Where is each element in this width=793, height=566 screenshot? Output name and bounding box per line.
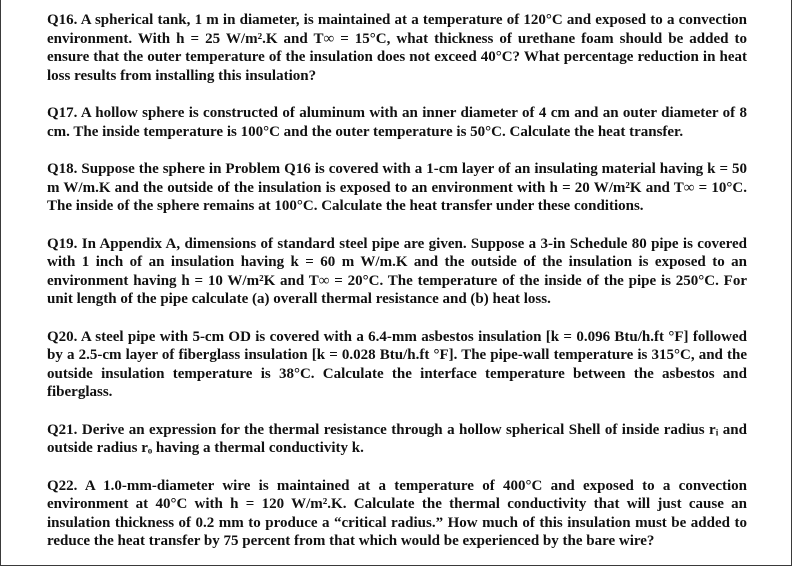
question-q19: Q19. In Appendix A, dimensions of standard steel pipe are given. Suppose a 3-in Schedule 80 pipe is covered with 1 inch of an insulation having k = 60 m W/m.K and the outside of the insulation is exposed to an environment having h = 10 W/m²K and T∞ = 20°C. The temperature of the inside of the pipe is 250°C. For unit length of the pipe calculate (a) overall thermal resistance and (b) heat loss. [47,235,747,307]
question-q17: Q17. A hollow sphere is constructed of aluminum with an inner diameter of 4 cm and an outer diameter of 8 cm. The inside temperature is 100°C and the outer temperature is 50°C. Calculate the heat transfer. [47,105,747,140]
question-q22: Q22. A 1.0-mm-diameter wire is maintained at a temperature of 400°C and exposed to a convection environment at 40°C with h = 120 W/m².K. Calculate the thermal conductivity that will just cause an insulation thickness of 0.2 mm to produce a “critical radius.” How much of this insulation must be added to reduce the heat transfer by 75 percent from that which would be experienced by the bare wire? [47,477,747,549]
question-list [47,11,747,551]
question-q21: Q21. Derive an expression for the thermal resistance through a hollow spherical Shell of inside radius rᵢ and outside radius rₒ having a thermal conductivity k. [47,421,747,456]
question-q20: Q20. A steel pipe with 5-cm OD is covered with a 6.4-mm asbestos insulation [k = 0.096 Btu/h.ft °F] followed by a 2.5-cm layer of fiberglass insulation [k = 0.028 Btu/h.ft °F]. The pipe-wall temperature is 315°C, and the outside insulation temperature is 38°C. Calculate the interface temperature between the asbestos and fiberglass. [47,328,747,400]
question-q16: Q16. A spherical tank, 1 m in diameter, is maintained at a temperature of 120°C and exposed to a convection environment. With h = 25 W/m².K and T∞ = 15°C, what thickness of urethane foam should be added to ensure that the outer temperature of the insulation does not exceed 40°C? What percentage reduction in heat loss results from installing this insulation? [47,12,747,84]
question-q18: Q18. Suppose the sphere in Problem Q16 is covered with a 1-cm layer of an insulating material having k = 50 m W/m.K and the outside of the insulation is exposed to an environment with h = 20 W/m²K and T∞ = 10°C. The inside of the sphere remains at 100°C. Calculate the heat transfer under these conditions. [47,161,747,214]
